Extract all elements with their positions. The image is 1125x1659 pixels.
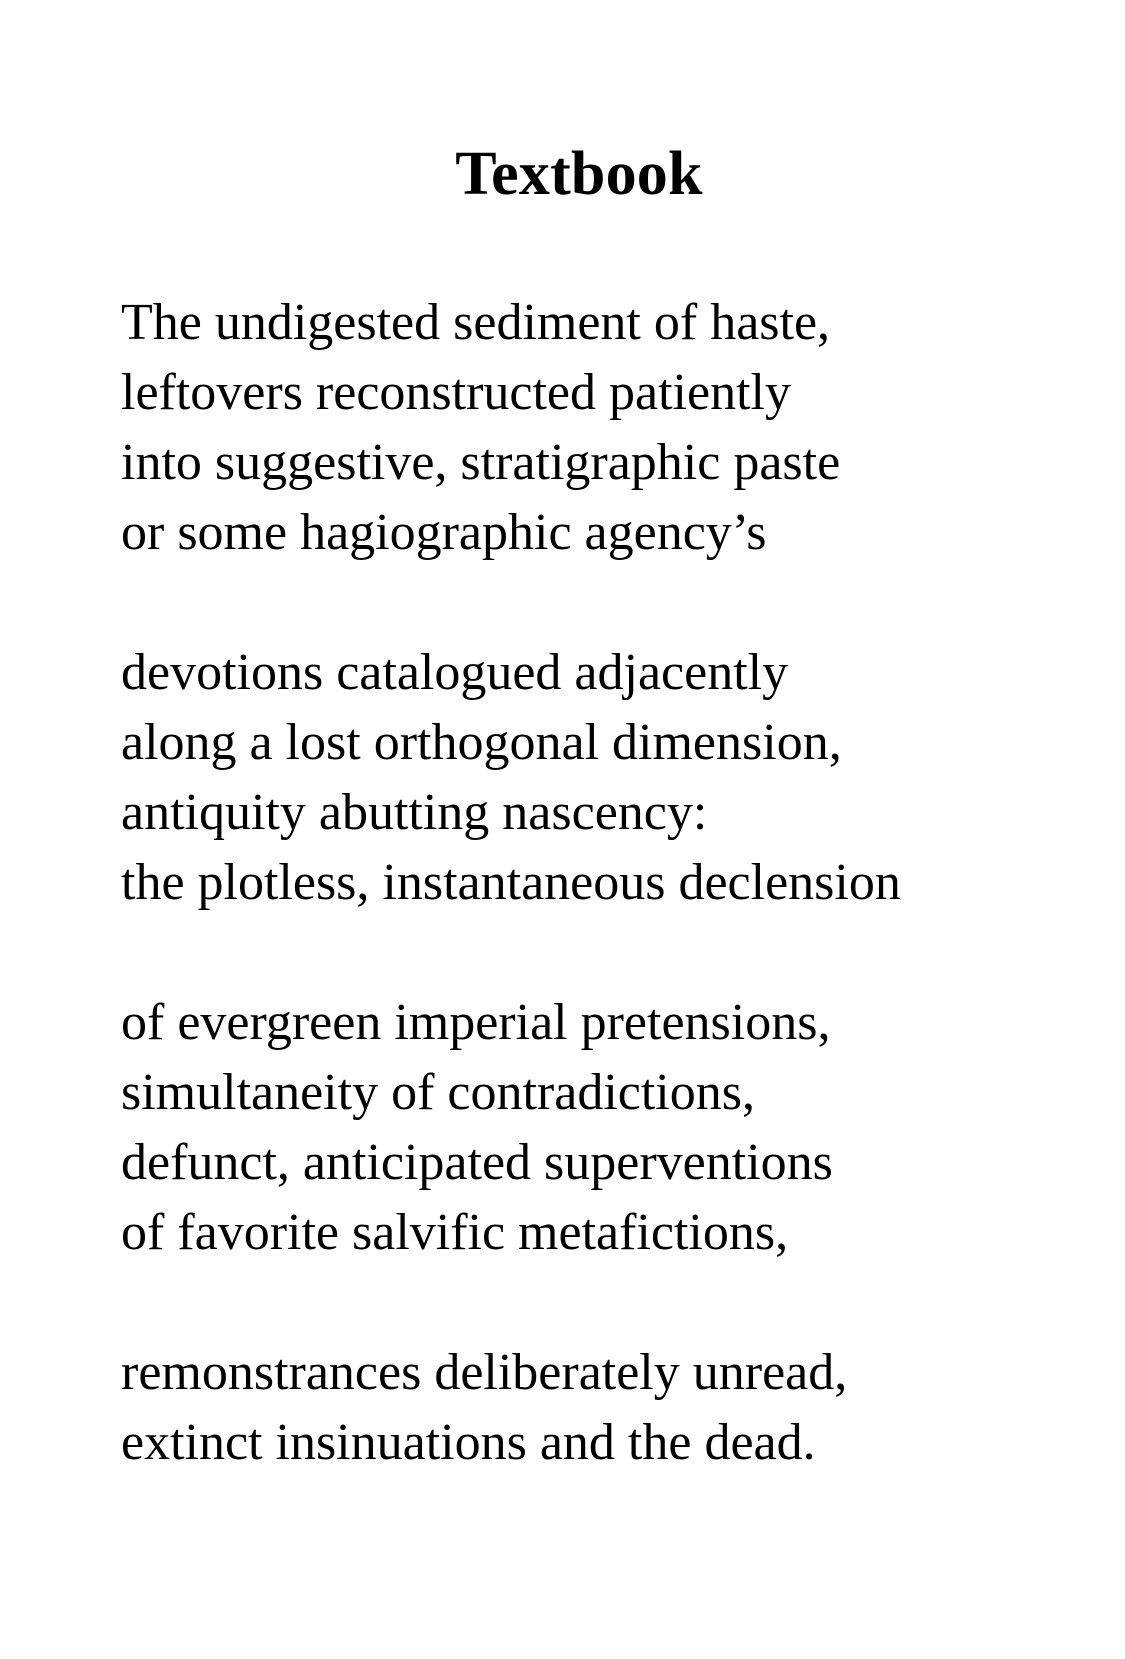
poem-line: along a lost orthogonal dimension, [121,714,842,771]
poem-line: extinct insinuations and the dead. [121,1414,816,1471]
poem-line: antiquity abutting nascency: [121,784,708,841]
poem-line: simultaneity of contradictions, [121,1064,755,1121]
poem-body [121,288,1101,1548]
stanza-2 [121,638,1101,918]
stanza-1 [121,288,1101,568]
poem-line: into suggestive, stratigraphic paste [121,434,841,491]
stanza-4 [121,1338,1101,1478]
poem-line: leftovers reconstructed patiently [121,364,791,421]
poem-line: defunct, anticipated superventions [121,1134,833,1191]
poem-line: or some hagiographic agency’s [121,504,767,561]
poem-line: the plotless, instantaneous declension [121,854,901,911]
poem-line: devotions catalogued adjacently [121,644,789,701]
poem-title: Textbook [455,140,703,208]
poem-line: of favorite salvific metafictions, [121,1204,789,1261]
stanza-3 [121,988,1101,1268]
poem-line: The undigested sediment of haste, [121,294,831,351]
poem-line: of evergreen imperial pretensions, [121,994,831,1051]
poem-line: remonstrances deliberately unread, [121,1344,848,1401]
